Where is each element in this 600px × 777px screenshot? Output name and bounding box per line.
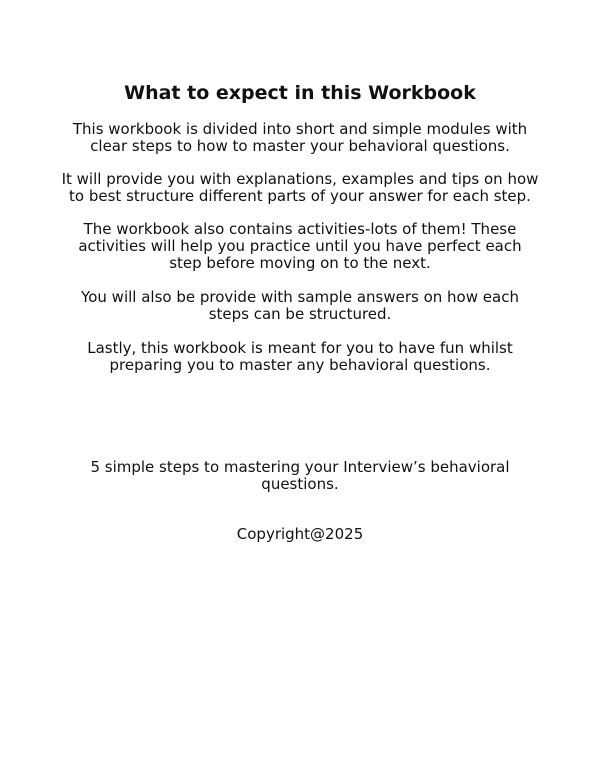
workbook-tagline: 5 simple steps to mastering your Interview’s behavioral questions.	[90, 458, 510, 493]
copyright-notice: Copyright@2025	[236, 525, 364, 543]
intro-paragraph-explanations: It will provide you with explanations, examples and tips on how to best structure different parts of your answer for each step.	[61, 170, 539, 205]
intro-paragraph-modules: This workbook is divided into short and simple modules with clear steps to how to master your behavioral questions.	[72, 120, 528, 155]
intro-paragraph-activities: The workbook also contains activities-lots of them! These activities will help you practice until you have perfect each step before moving on to the next.	[78, 220, 522, 272]
page-title: What to expect in this Workbook	[124, 82, 476, 104]
intro-paragraph-have-fun: Lastly, this workbook is meant for you to have fun whilst preparing you to master any behavioral questions.	[87, 339, 513, 374]
intro-paragraph-sample-answers: You will also be provide with sample answers on how each steps can be structured.	[81, 288, 519, 323]
